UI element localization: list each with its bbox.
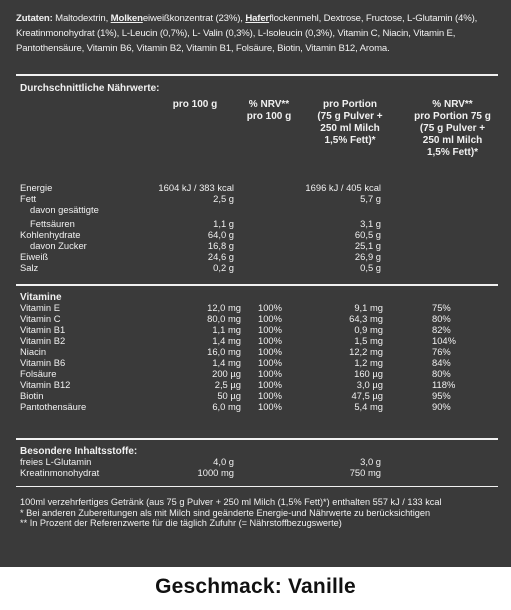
row-label: Pantothensäure	[20, 401, 87, 412]
row-value-portion: 5,4 mg	[354, 401, 383, 412]
footnote-line: * Bei anderen Zubereitungen als mit Milch sind geänderte Energie-und Nährwerte zu berücksichtigen	[20, 507, 431, 518]
row-value-100g: 1,4 mg	[212, 357, 241, 368]
col-header-text: 1,5% Fett)*	[426, 147, 479, 158]
row-value-100g: 6,0 mg	[212, 401, 241, 412]
row-label: davon Zucker	[30, 240, 87, 251]
table-row	[20, 325, 500, 335]
table-row	[20, 303, 500, 313]
row-nrv-100g: 100%	[258, 302, 282, 313]
row-nrv-100g: 100%	[258, 379, 282, 390]
row-label: Folsäure	[20, 368, 57, 379]
ingredients-hafer: Hafer	[245, 13, 270, 24]
table-row	[20, 230, 500, 240]
row-label: davon gesättigte	[30, 204, 99, 215]
col-header-nrv-portion	[400, 99, 505, 159]
table-row	[20, 391, 500, 401]
row-value-100g: 64,0 g	[207, 229, 234, 240]
table-row	[20, 314, 500, 324]
row-value-100g: 1,4 mg	[212, 335, 241, 346]
row-nrv-100g: 100%	[258, 390, 282, 401]
row-label: Vitamin B12	[20, 379, 71, 390]
row-value-100g: 24,6 g	[207, 251, 234, 262]
row-value-portion: 47,5 µg	[351, 390, 383, 401]
row-nrv-100g: 100%	[258, 357, 282, 368]
ingredients-part-2: eiweißkonzentrat (23%),	[142, 13, 246, 24]
row-value-portion: 5,7 g	[360, 193, 381, 204]
ingredients-molken: Molken	[110, 13, 143, 24]
row-value-portion: 3,0 µg	[356, 379, 383, 390]
table-row	[20, 402, 500, 412]
row-value-100g: 16,8 g	[207, 240, 234, 251]
row-value-100g: 12,0 mg	[207, 302, 241, 313]
row-value-100g: 80,0 mg	[207, 313, 241, 324]
row-nrv-portion: 95%	[432, 390, 451, 401]
row-value-100g: 2,5 g	[213, 193, 234, 204]
row-label: Vitamin B6	[20, 357, 66, 368]
table-row	[20, 369, 500, 379]
row-value-portion: 3,0 g	[360, 456, 381, 467]
row-value-100g: 200 µg	[212, 368, 241, 379]
ingredients-text	[16, 11, 502, 57]
row-label: Vitamin B2	[20, 335, 66, 346]
nutrition-heading: Durchschnittliche Nährwerte:	[20, 83, 160, 94]
row-value-portion: 160 µg	[354, 368, 383, 379]
col-header-per-100g	[160, 99, 230, 111]
divider	[16, 486, 498, 487]
col-header-text: % NRV**	[432, 99, 473, 110]
row-value-100g: 2,5 µg	[214, 379, 241, 390]
row-label: Biotin	[20, 390, 44, 401]
col-header-per-portion	[305, 99, 395, 147]
row-label: Niacin	[20, 346, 47, 357]
col-header-text: pro Portion 75 g	[414, 111, 491, 122]
row-value-portion: 0,9 mg	[354, 324, 383, 335]
row-label: freies L-Glutamin	[20, 456, 92, 467]
flavor-title: Geschmack: Vanille	[155, 575, 356, 598]
row-value-100g: 0,2 g	[213, 262, 234, 273]
row-nrv-portion: 82%	[432, 324, 451, 335]
row-label: Kreatinmonohydrat	[20, 467, 100, 478]
row-nrv-100g: 100%	[258, 401, 282, 412]
col-header-text: 1,5% Fett)*	[324, 135, 376, 146]
col-header-text: pro Portion	[323, 99, 377, 110]
row-value-100g: 1,1 g	[213, 218, 234, 229]
row-value-portion: 1,2 mg	[354, 357, 383, 368]
row-label: Fettsäuren	[30, 218, 75, 229]
special-heading: Besondere Inhaltsstoffe:	[20, 446, 138, 457]
row-value-portion: 12,2 mg	[349, 346, 383, 357]
col-header-text: (75 g Pulver +	[419, 123, 486, 134]
row-label: Eiweiß	[20, 251, 49, 262]
table-row	[20, 252, 500, 262]
row-nrv-portion: 104%	[432, 335, 456, 346]
row-label: Vitamin B1	[20, 324, 66, 335]
ingredients-part-3: flockenmehl, Dextrose, Fructose, L-Glutamin (4%), Kreatinmonohydrat (1%), L-Leucin (0,7%), L- Valin (0,3%), L-Isoleucin (0,3%), Vitamin C, Niacin, Vitamin E, Pantothensäure, Vitamin B6, Vitamin B2, Vitamin B1, Folsäure, Biotin, Vitamin B12, Aroma.	[16, 13, 478, 55]
footnote-line: ** In Prozent der Referenzwerte für die täglich Zufuhr (= Nährstoffbezugswerte)	[20, 518, 342, 528]
col-header-text: 250 ml Milch	[422, 135, 483, 146]
table-row	[20, 241, 500, 251]
table-row	[20, 347, 500, 357]
divider	[16, 74, 498, 76]
row-value-portion: 1696 kJ / 405 kcal	[305, 182, 381, 193]
row-label: Vitamin C	[20, 313, 61, 324]
row-nrv-portion: 75%	[432, 302, 451, 313]
table-row	[20, 358, 500, 368]
table-row	[20, 219, 500, 229]
divider	[16, 284, 498, 286]
row-nrv-100g: 100%	[258, 368, 282, 379]
row-nrv-100g: 100%	[258, 335, 282, 346]
row-label: Fett	[20, 193, 37, 204]
row-nrv-100g: 100%	[258, 346, 282, 357]
row-value-100g: 1000 mg	[197, 467, 234, 478]
row-value-portion: 26,9 g	[354, 251, 381, 262]
footnote-line: 100ml verzehrfertiges Getränk (aus 75 g Pulver + 250 ml Milch (1,5% Fett)*) enthalten 557 kJ / 133 kcal	[20, 497, 442, 507]
row-value-100g: 1,1 mg	[212, 324, 241, 335]
row-nrv-portion: 80%	[432, 368, 451, 379]
row-value-portion: 1,5 mg	[354, 335, 383, 346]
row-nrv-portion: 90%	[432, 401, 451, 412]
row-value-portion: 0,5 g	[360, 262, 381, 273]
col-header-text: pro 100 g	[246, 111, 292, 122]
row-value-portion: 60,5 g	[354, 229, 381, 240]
row-value-portion: 750 mg	[349, 467, 381, 478]
row-value-portion: 3,1 g	[360, 218, 381, 229]
footnotes	[20, 497, 500, 529]
divider	[16, 438, 498, 440]
table-row	[20, 205, 500, 215]
row-value-100g: 4,0 g	[213, 456, 234, 467]
row-nrv-portion: 84%	[432, 357, 451, 368]
col-header-nrv-100g	[234, 99, 304, 123]
col-header-text: % NRV**	[248, 99, 290, 110]
ingredients-part-1: Maltodextrin,	[52, 13, 111, 24]
row-value-portion: 9,1 mg	[354, 302, 383, 313]
table-row	[20, 263, 500, 273]
row-nrv-portion: 118%	[432, 379, 456, 390]
row-nrv-100g: 100%	[258, 324, 282, 335]
row-label: Salz	[20, 262, 39, 273]
table-row	[20, 468, 500, 478]
col-header-text: (75 g Pulver +	[317, 111, 383, 122]
row-nrv-portion: 76%	[432, 346, 451, 357]
table-row	[20, 336, 500, 346]
row-label: Vitamin E	[20, 302, 60, 313]
row-value-portion: 25,1 g	[354, 240, 381, 251]
row-value-portion: 64,3 mg	[349, 313, 383, 324]
table-row	[20, 380, 500, 390]
table-row	[20, 183, 500, 193]
col-header-text: 250 ml Milch	[320, 123, 380, 134]
ingredients-label: Zutaten:	[16, 13, 53, 24]
row-nrv-100g: 100%	[258, 313, 282, 324]
row-nrv-portion: 80%	[432, 313, 451, 324]
row-label: Kohlenhydrate	[20, 229, 81, 240]
row-value-100g: 1604 kJ / 383 kcal	[158, 182, 234, 193]
col-header-text: pro 100 g	[172, 99, 218, 110]
vitamins-heading: Vitamine	[20, 292, 62, 303]
row-label: Energie	[20, 182, 53, 193]
table-row	[20, 194, 500, 204]
table-row	[20, 457, 500, 467]
row-value-100g: 16,0 mg	[207, 346, 241, 357]
row-value-100g: 50 µg	[217, 390, 241, 401]
